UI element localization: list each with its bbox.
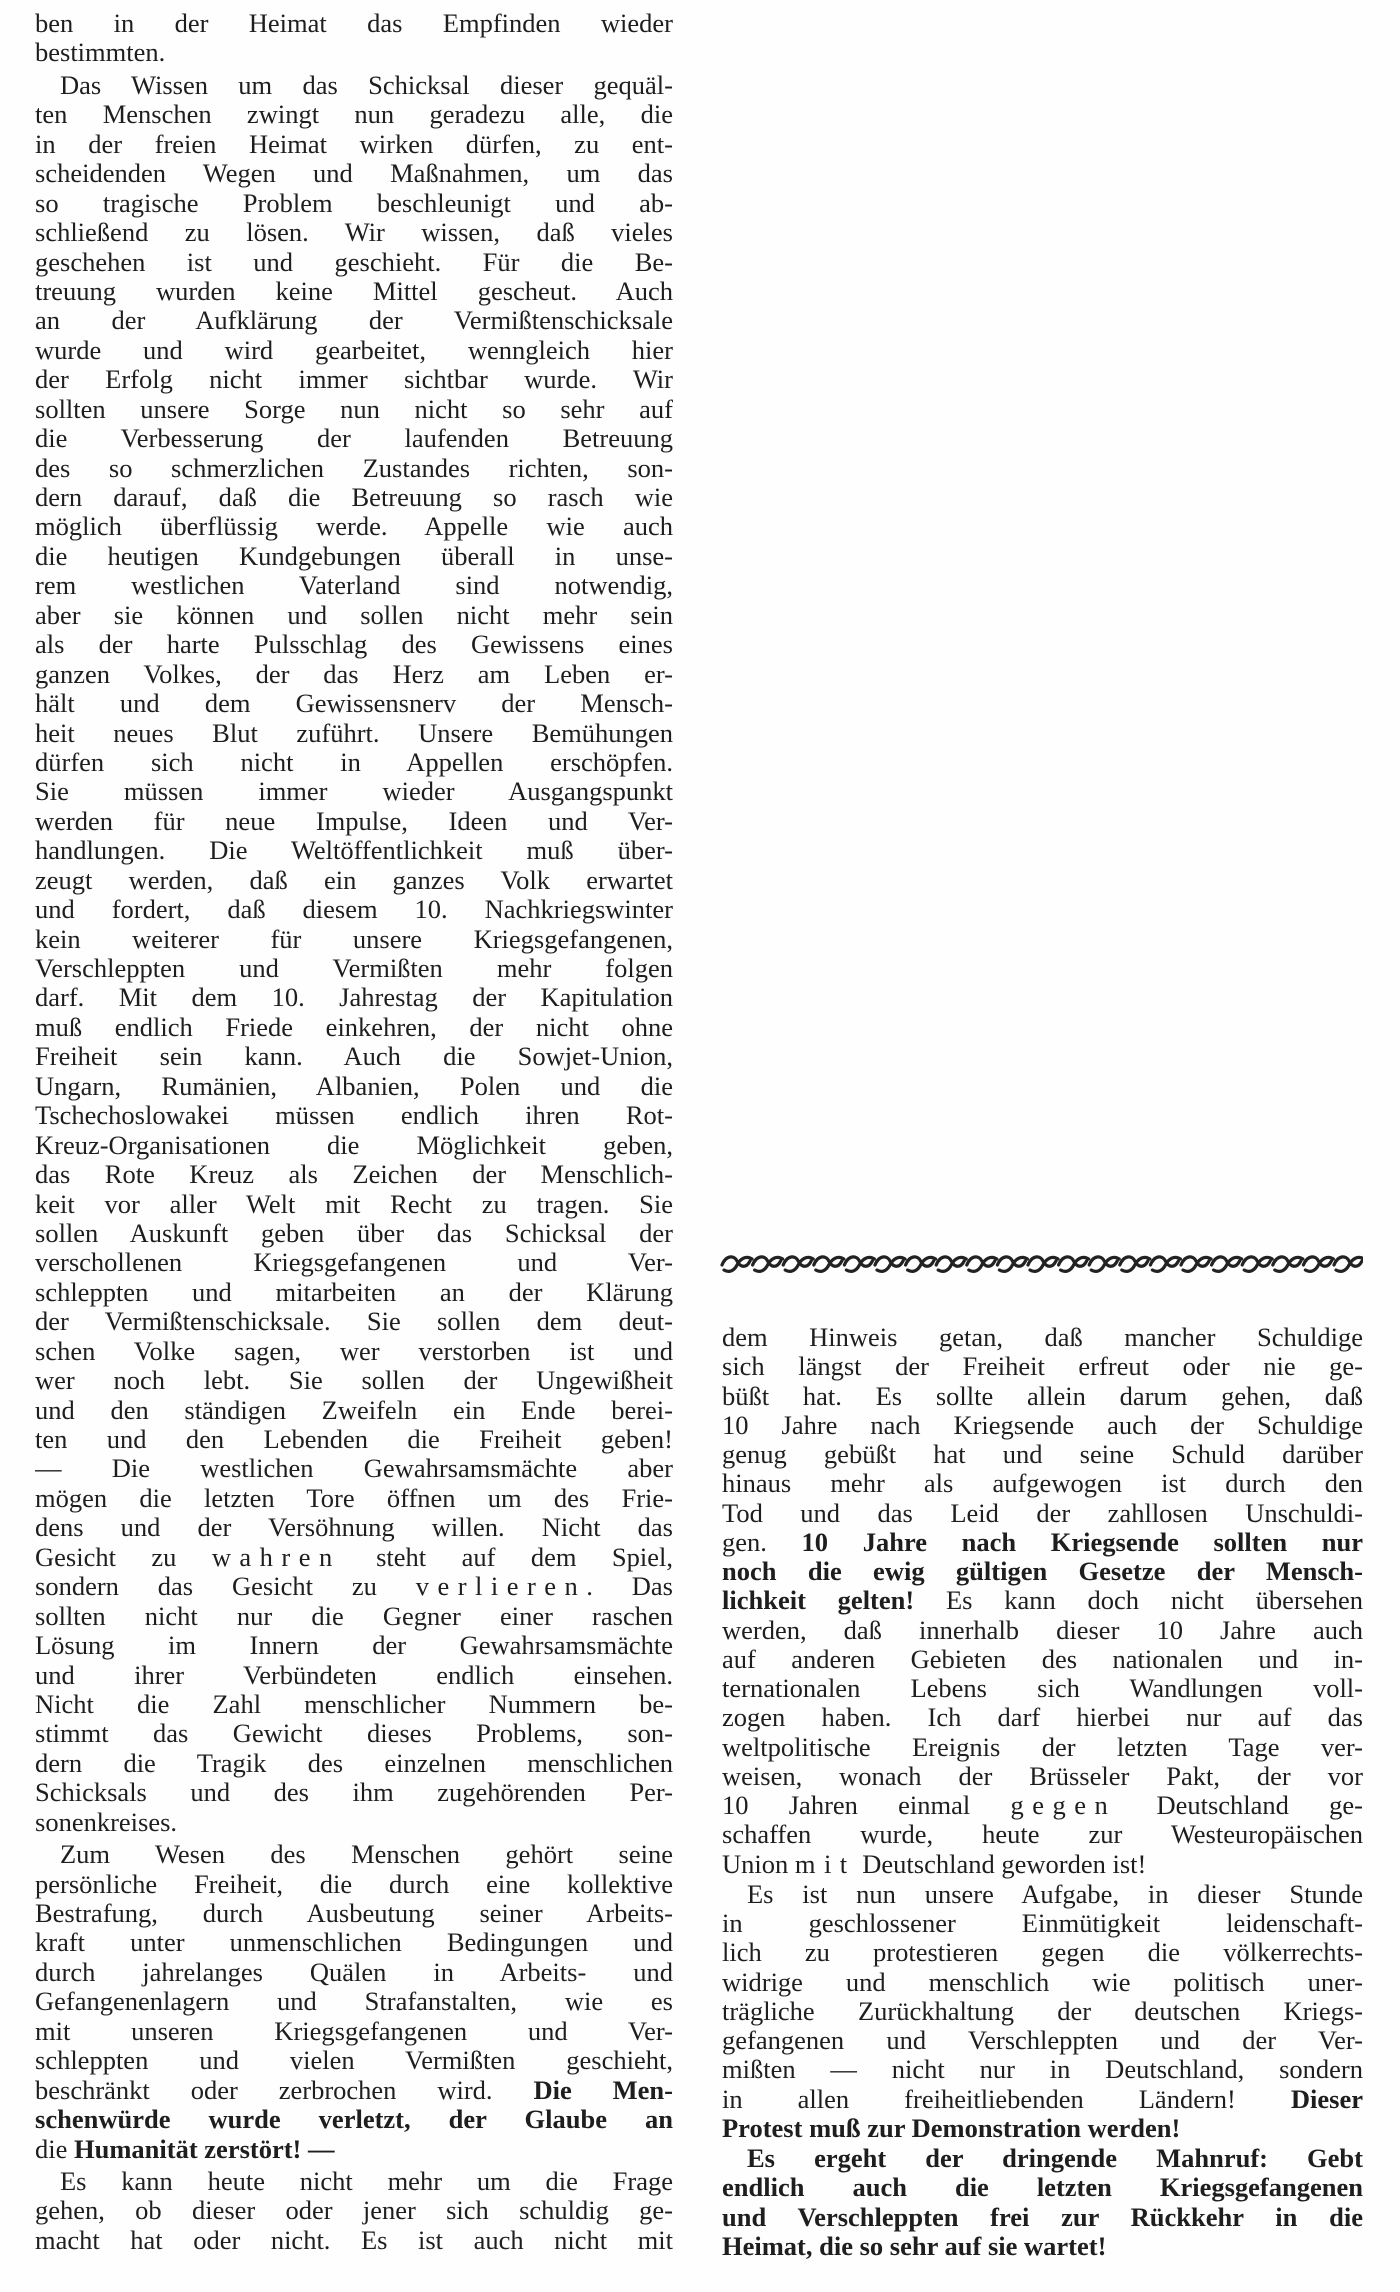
ornament-wave-segment [1120, 1257, 1150, 1271]
text-line [35, 1513, 673, 1542]
body-text: Tschechoslowakei müssen endlich ihren Rot- [35, 1101, 673, 1131]
text-line [35, 836, 673, 865]
body-text: Deutschland geworden ist! [855, 1849, 1147, 1879]
body-text: schleppten und vielen Vermißten geschieht, [35, 2046, 673, 2076]
ornament-wave-segment [1181, 1257, 1211, 1271]
body-text: Sie müssen immer wieder Ausgangspunkt [35, 777, 673, 807]
text-line [35, 983, 673, 1012]
text-line [35, 1719, 673, 1748]
ornament-wave-segment [814, 1257, 844, 1271]
body-text: Es kann doch nicht übersehen [914, 1586, 1363, 1616]
text-line [722, 1733, 1363, 1762]
body-text: schen Volke sagen, wer verstorben ist und [35, 1336, 673, 1366]
body-text: dern darauf, daß die Betreuung so rasch wie [35, 483, 673, 512]
text-line [722, 1791, 1363, 1820]
text-line [35, 512, 673, 541]
article-column-right [722, 1323, 1363, 2261]
body-text: gefangenen und Verschleppten und der Ver- [722, 2026, 1363, 2055]
body-text: dürfen sich nicht in Appellen erschöpfen. [35, 747, 673, 777]
body-text: 10 Jahren einmal [722, 1791, 1011, 1820]
body-text: Es kann heute nicht mehr um die Frage [60, 2166, 673, 2196]
text-line [722, 2055, 1363, 2084]
body-text: in allen freiheitliebenden Ländern! [722, 2084, 1291, 2114]
text-line [722, 1469, 1363, 1498]
text-line [35, 306, 673, 335]
body-text: weltpolitische Ereignis der letzten Tage ver- [722, 1732, 1363, 1762]
bold-text: schenwürde wurde verletzt, der Glaube an [35, 2105, 673, 2135]
text-line [722, 1499, 1363, 1528]
article-paragraph [35, 71, 673, 1837]
text-line [35, 365, 673, 394]
bold-text: Heimat, die so sehr auf sie wartet! [722, 2231, 1107, 2261]
text-line [722, 1880, 1363, 1909]
body-text: stimmt das Gewicht dieses Problems, son- [35, 1719, 673, 1749]
body-text: Union [722, 1849, 795, 1879]
body-text: Kreuz-Organisationen die Möglichkeit geben, [35, 1130, 673, 1160]
text-line [35, 336, 673, 365]
text-line [35, 159, 673, 188]
body-text: Tod und das Leid der zahllosen Unschuldi- [722, 1498, 1363, 1528]
ornament-wave-segment [1150, 1257, 1180, 1271]
ornament-wave-segment [936, 1257, 966, 1271]
ornament-wave-segment [753, 1257, 783, 1271]
ornament-wave-segment [875, 1257, 905, 1271]
text-line [35, 454, 673, 483]
text-line [35, 2226, 673, 2255]
text-line [722, 1528, 1363, 1557]
text-line [35, 1602, 673, 1631]
text-line [722, 1703, 1363, 1732]
body-text: das Rote Kreuz als Zeichen der Menschlich- [35, 1160, 673, 1190]
body-text: büßt hat. Es sollte allein darum gehen, daß [722, 1381, 1363, 1411]
article-column-left [35, 9, 673, 2255]
body-text: möglich überflüssig werde. Appelle wie auch [35, 512, 673, 542]
body-text: macht hat oder nicht. Es ist auch nicht mit [35, 2225, 673, 2255]
text-line [35, 925, 673, 954]
ornament-wave-segment [906, 1257, 936, 1271]
body-text: und fordert, daß diesem 10. Nachkriegswinter [35, 895, 673, 925]
text-line [35, 424, 673, 453]
body-text: der Vermißtenschicksale. Sie sollen dem deut- [35, 1307, 673, 1337]
bold-text: Humanität zerstört! — [74, 2134, 335, 2164]
text-line [35, 1572, 673, 1601]
text-line [35, 1661, 673, 1690]
article-paragraph [722, 1880, 1363, 2143]
body-text: kein weiterer für unsere Kriegsgefangenen, [35, 924, 673, 954]
text-line [722, 1909, 1363, 1938]
ornament-wave-segment [722, 1257, 752, 1271]
body-text: zogen haben. Ich darf hierbei nur auf das [722, 1703, 1363, 1733]
text-line [722, 2173, 1363, 2202]
body-text: ternationalen Lebens sich Wandlungen voll- [722, 1674, 1363, 1703]
ornament-wave-segment [844, 1257, 874, 1271]
body-text: keit vor aller Welt mit Recht zu tragen. Sie [35, 1189, 673, 1219]
text-line [35, 1631, 673, 1660]
ornament-wave-segment [1059, 1257, 1089, 1271]
body-text: mißten — nicht nur in Deutschland, sondern [722, 2055, 1363, 2085]
bold-text: noch die ewig gültigen Gesetze der Mensch- [722, 1557, 1363, 1586]
text-line [35, 218, 673, 247]
wave-border-ornament-icon [720, 1251, 1363, 1275]
bold-text: lichkeit gelten! [722, 1586, 915, 1616]
body-text: heit neues Blut zuführt. Unsere Bemühungen [35, 718, 673, 748]
text-line [35, 2046, 673, 2075]
text-line [35, 1749, 673, 1778]
body-text: bestimmten. [35, 38, 166, 68]
article-paragraph [722, 1323, 1363, 1879]
bold-text: endlich auch die letzten Kriegsgefangenen [722, 2173, 1363, 2203]
spaced-emphasis-text: mit [794, 1849, 856, 1879]
body-text: mit unseren Kriegsgefangenen und Ver- [35, 2016, 673, 2046]
text-line [722, 1616, 1363, 1645]
ornament-wave-segment [1089, 1257, 1119, 1271]
body-text: Ungarn, Rumänien, Albanien, Polen und die [35, 1071, 673, 1101]
text-line [722, 2114, 1363, 2143]
bold-text: Dieser [1290, 2084, 1363, 2114]
text-line [35, 1870, 673, 1899]
ornament-wave-segment [1212, 1257, 1242, 1271]
bold-text: Protest muß zur Demonstration werden! [722, 2113, 1181, 2143]
text-line [35, 660, 673, 689]
body-text: genug gebüßt hat und seine Schuld darüber [722, 1440, 1363, 1469]
text-line [35, 2017, 673, 2046]
text-line [722, 1323, 1363, 1352]
text-line [35, 542, 673, 571]
body-text: sollen Auskunft geben über das Schicksal der [35, 1218, 673, 1248]
ornament-wave-segment [1273, 1257, 1303, 1271]
text-line [35, 1248, 673, 1277]
text-line [35, 189, 673, 218]
body-text: Das Wissen um das Schicksal dieser gequäl- [60, 70, 673, 100]
text-line [35, 1101, 673, 1130]
body-text: 10 Jahre nach Kriegsende auch der Schuldige [722, 1410, 1363, 1440]
text-line [722, 1382, 1363, 1411]
body-text: auf anderen Gebieten des nationalen und in- [722, 1644, 1363, 1674]
body-text: sonenkreises. [35, 1807, 178, 1837]
text-line [722, 1850, 1363, 1879]
text-line [722, 2085, 1363, 2114]
body-text: und ihrer Verbündeten endlich einsehen. [35, 1660, 673, 1690]
body-text: Gefangenenlagern und Strafanstalten, wie es [35, 1987, 673, 2017]
article-paragraph [722, 2144, 1363, 2261]
body-text: und den ständigen Zweifeln ein Ende berei- [35, 1395, 673, 1425]
body-text: muß endlich Friede einkehren, der nicht ohne [35, 1012, 673, 1042]
text-line [35, 1396, 673, 1425]
text-line [35, 1219, 673, 1248]
body-text: handlungen. Die Weltöffentlichkeit muß über- [35, 836, 673, 866]
body-text: Deutschland ge- [1116, 1791, 1363, 1820]
body-text: an der Aufklärung der Vermißtenschicksale [35, 306, 673, 336]
ornament-wave-segment [783, 1257, 813, 1271]
body-text: geschehen ist und geschieht. Für die Be- [35, 247, 673, 277]
body-text: Verschleppten und Vermißten mehr folgen [35, 954, 673, 983]
body-text: verschollenen Kriegsgefangenen und Ver- [35, 1248, 673, 1278]
text-line [35, 571, 673, 600]
text-line [35, 689, 673, 718]
body-text: darf. Mit dem 10. Jahrestag der Kapitulation [35, 983, 673, 1013]
text-line [35, 1278, 673, 1307]
body-text: die Verbesserung der laufenden Betreuung [35, 424, 673, 454]
ornament-wave-segment [967, 1257, 997, 1271]
body-text: sollten unsere Sorge nun nicht so sehr auf [35, 394, 673, 424]
text-line [35, 395, 673, 424]
text-line [35, 1131, 673, 1160]
body-text: Lösung im Innern der Gewahrsamsmächte [35, 1631, 673, 1661]
body-text: lich zu protestieren gegen die völkerrechts- [722, 1938, 1363, 1968]
text-line [35, 1013, 673, 1042]
text-line [35, 100, 673, 129]
text-line [35, 483, 673, 512]
text-line [35, 1366, 673, 1395]
text-line [35, 1337, 673, 1366]
text-line [35, 2105, 673, 2134]
body-text: ben in der Heimat das Empfinden wieder [35, 9, 673, 38]
body-text: scheidenden Wegen und Maßnahmen, um das [35, 159, 673, 189]
body-text: kraft unter unmenschlichen Bedingungen und [35, 1928, 673, 1958]
text-line [722, 1352, 1363, 1381]
text-line [722, 1997, 1363, 2026]
ornament-wave-segment [1303, 1257, 1333, 1271]
ornament-wave-segment [997, 1257, 1027, 1271]
text-line [35, 895, 673, 924]
text-line [35, 1840, 673, 1869]
text-line [35, 2135, 673, 2164]
body-text: durch jahrelanges Quälen in Arbeits- und [35, 1957, 673, 1987]
body-text: steht auf dem Spiel, [340, 1542, 673, 1572]
text-line [35, 1928, 673, 1957]
text-line [35, 1190, 673, 1219]
text-line [35, 277, 673, 306]
spaced-emphasis-text: verlieren [415, 1572, 587, 1602]
spaced-emphasis-text: gegen [1010, 1791, 1117, 1820]
body-text: sollten nicht nur die Gegner einer raschen [35, 1601, 673, 1631]
body-text: treuung wurden keine Mittel gescheut. Auch [35, 276, 673, 306]
body-text: Es ist nun unsere Aufgabe, in dieser Stunde [747, 1879, 1363, 1909]
body-text: ten und den Lebenden die Freiheit geben! [35, 1425, 673, 1454]
body-text: sich längst der Freiheit erfreut oder nie ge- [722, 1352, 1363, 1382]
text-line [35, 601, 673, 630]
body-text: weisen, wonach der Brüsseler Pakt, der vor [722, 1761, 1363, 1791]
ornament-wave-segment [1028, 1257, 1058, 1271]
ornament-wave-segment [1242, 1257, 1272, 1271]
text-line [35, 1454, 673, 1483]
body-text: ganzen Volkes, der das Herz am Leben er- [35, 659, 673, 689]
text-line [35, 1484, 673, 1513]
body-text: schaffen wurde, heute zur Westeuropäischen [722, 1820, 1363, 1850]
body-text: dern die Tragik des einzelnen menschlichen [35, 1748, 673, 1778]
body-text: werden für neue Impulse, Ideen und Ver- [35, 806, 673, 836]
body-text: — Die westlichen Gewahrsamsmächte aber [35, 1454, 673, 1484]
body-text: ten Menschen zwingt nun geradezu alle, die [35, 100, 673, 130]
body-text: schleppten und mitarbeiten an der Klärung [35, 1277, 673, 1307]
body-text: Zum Wesen des Menschen gehört seine [60, 1840, 673, 1870]
text-line [35, 1072, 673, 1101]
body-text: dem Hinweis getan, daß mancher Schuldige [722, 1323, 1363, 1352]
bold-text: und Verschleppten frei zur Rückkehr in die [722, 2202, 1363, 2232]
text-line [722, 2232, 1363, 2261]
text-line [35, 1899, 673, 1928]
text-line [35, 1425, 673, 1454]
text-line [35, 1690, 673, 1719]
text-line [35, 130, 673, 159]
text-line [35, 38, 673, 67]
text-line [35, 1042, 673, 1071]
text-line [35, 807, 673, 836]
ornament-wave-segment [1334, 1257, 1363, 1271]
body-text: in geschlossener Einmütigkeit leidenschaft- [722, 1909, 1363, 1938]
body-text: mögen die letzten Tore öffnen um des Frie- [35, 1483, 673, 1513]
text-line [722, 1968, 1363, 1997]
text-line [722, 1762, 1363, 1791]
body-text: wurde und wird gearbeitet, wenngleich hier [35, 335, 673, 365]
text-line [35, 2196, 673, 2225]
body-text: zeugt werden, daß ein ganzes Volk erwartet [35, 865, 673, 895]
text-line [722, 1938, 1363, 1967]
text-line [35, 1958, 673, 1987]
text-line [35, 1808, 673, 1837]
text-line [35, 777, 673, 806]
body-text: beschränkt oder zerbrochen wird. [35, 2075, 534, 2105]
text-line [722, 2203, 1363, 2232]
text-line [722, 1586, 1363, 1615]
spaced-emphasis-text: wahren [211, 1542, 341, 1572]
text-line [722, 2026, 1363, 2055]
bold-text: 10 Jahre nach Kriegsende sollten nur [801, 1527, 1363, 1557]
body-text: wer noch lebt. Sie sollen der Ungewißheit [35, 1366, 673, 1396]
article-paragraph [35, 2167, 673, 2255]
text-line [722, 1440, 1363, 1469]
text-line [35, 9, 673, 38]
body-text: persönliche Freiheit, die durch eine kollektive [35, 1869, 673, 1899]
bold-text: Es ergeht der dringende Mahnruf: Gebt [747, 2144, 1363, 2173]
text-line [722, 1820, 1363, 1849]
body-text: Bestrafung, durch Ausbeutung seiner Arbeits- [35, 1899, 673, 1928]
body-text: die heutigen Kundgebungen überall in unse- [35, 541, 673, 571]
text-line [722, 1645, 1363, 1674]
text-line [35, 2167, 673, 2196]
body-text: sondern das Gesicht zu [35, 1572, 416, 1602]
text-line [35, 748, 673, 777]
body-text: dens und der Versöhnung willen. Nicht das [35, 1513, 673, 1543]
text-line [722, 1411, 1363, 1440]
body-text: Gesicht zu [35, 1542, 212, 1572]
body-text: als der harte Pulsschlag des Gewissens eines [35, 630, 673, 660]
text-line [35, 630, 673, 659]
body-text: in der freien Heimat wirken dürfen, zu ent- [35, 129, 673, 159]
article-paragraph [35, 1840, 673, 2164]
body-text: Schicksals und des ihm zugehörenden Per- [35, 1778, 673, 1808]
text-line [35, 1307, 673, 1336]
body-text: widrige und menschlich wie politisch uner- [722, 1967, 1363, 1997]
body-text: des so schmerzlichen Zustandes richten, son- [35, 453, 673, 483]
text-line [35, 71, 673, 100]
body-text: aber sie können und sollen nicht mehr sein [35, 600, 673, 630]
body-text: gen. [722, 1527, 802, 1557]
body-text: hinaus mehr als aufgewogen ist durch den [722, 1469, 1363, 1499]
text-line [35, 1160, 673, 1189]
text-line [35, 1987, 673, 2016]
body-text: der Erfolg nicht immer sichtbar wurde. Wir [35, 365, 673, 395]
text-line [722, 1674, 1363, 1703]
article-paragraph [35, 9, 673, 68]
body-text: Freiheit sein kann. Auch die Sowjet-Union, [35, 1042, 673, 1072]
body-text: werden, daß innerhalb dieser 10 Jahre auch [722, 1615, 1363, 1645]
body-text: die [35, 2134, 74, 2164]
body-text: trägliche Zurückhaltung der deutschen Kriegs- [722, 1996, 1363, 2026]
bold-text: Die Men- [533, 2075, 673, 2105]
body-text: so tragische Problem beschleunigt und ab- [35, 188, 673, 218]
text-line [35, 866, 673, 895]
text-line [35, 1543, 673, 1572]
body-text: Nicht die Zahl menschlicher Nummern be- [35, 1689, 673, 1719]
text-line [722, 2144, 1363, 2173]
body-text: gehen, ob dieser oder jener sich schuldig ge- [35, 2196, 673, 2226]
body-text: hält und dem Gewissensnerv der Mensch- [35, 689, 673, 719]
body-text: schließend zu lösen. Wir wissen, daß vieles [35, 218, 673, 248]
body-text: rem westlichen Vaterland sind notwendig, [35, 571, 673, 601]
text-line [35, 719, 673, 748]
text-line [35, 2076, 673, 2105]
text-line [722, 1557, 1363, 1586]
text-line [35, 1778, 673, 1807]
text-line [35, 248, 673, 277]
text-line [35, 954, 673, 983]
body-text: . Das [586, 1572, 673, 1602]
